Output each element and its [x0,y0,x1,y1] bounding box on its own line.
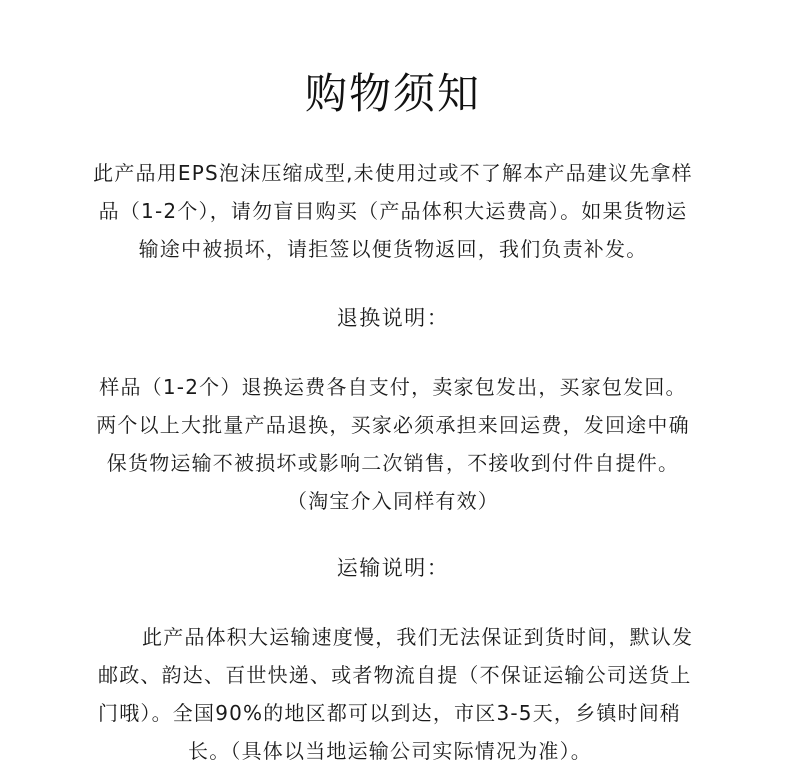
shipping-line-2: 邮政、韵达、百世快递、或者物流自提（不保证运输公司送货上 [98,663,692,687]
page-title: 购物须知 [304,69,481,118]
intro-line-2: 品（1-2个），请勿盲目购买（产品体积大运费高）。如果货物运 [98,199,688,223]
returns-line-3: 保货物运输不被损坏或影响二次销售，不接收到付件自提件。 [106,451,680,475]
shipping-line-4: 长。（具体以当地运输公司实际情况为准）。 [188,739,592,763]
shipping-heading: 运输说明： [336,556,450,580]
returns-paragraph [0,368,786,520]
intro-line-3: 输途中被损坏，请拒签以便货物返回，我们负责补发。 [138,237,648,261]
returns-line-4: （淘宝介入同样有效） [287,489,499,513]
returns-line-1: 样品（1-2个）退换运费各自支付，卖家包发出，买家包发回。 [99,375,687,399]
intro-line-1: 此产品用EPS泡沫压缩成型,未使用过或不了解本产品建议先拿样 [93,161,693,185]
returns-heading: 退换说明： [336,306,450,330]
shipping-paragraph [98,618,738,770]
shipping-line-1: 此产品体积大运输速度慢，我们无法保证到货时间，默认发 [142,625,694,649]
returns-line-2: 两个以上大批量产品退换，买家必须承担来回运费，发回途中确 [96,413,690,437]
shipping-line-3: 门哦）。全国90%的地区都可以到达，市区3-5天，乡镇时间稍 [98,701,682,725]
intro-paragraph [0,154,786,268]
